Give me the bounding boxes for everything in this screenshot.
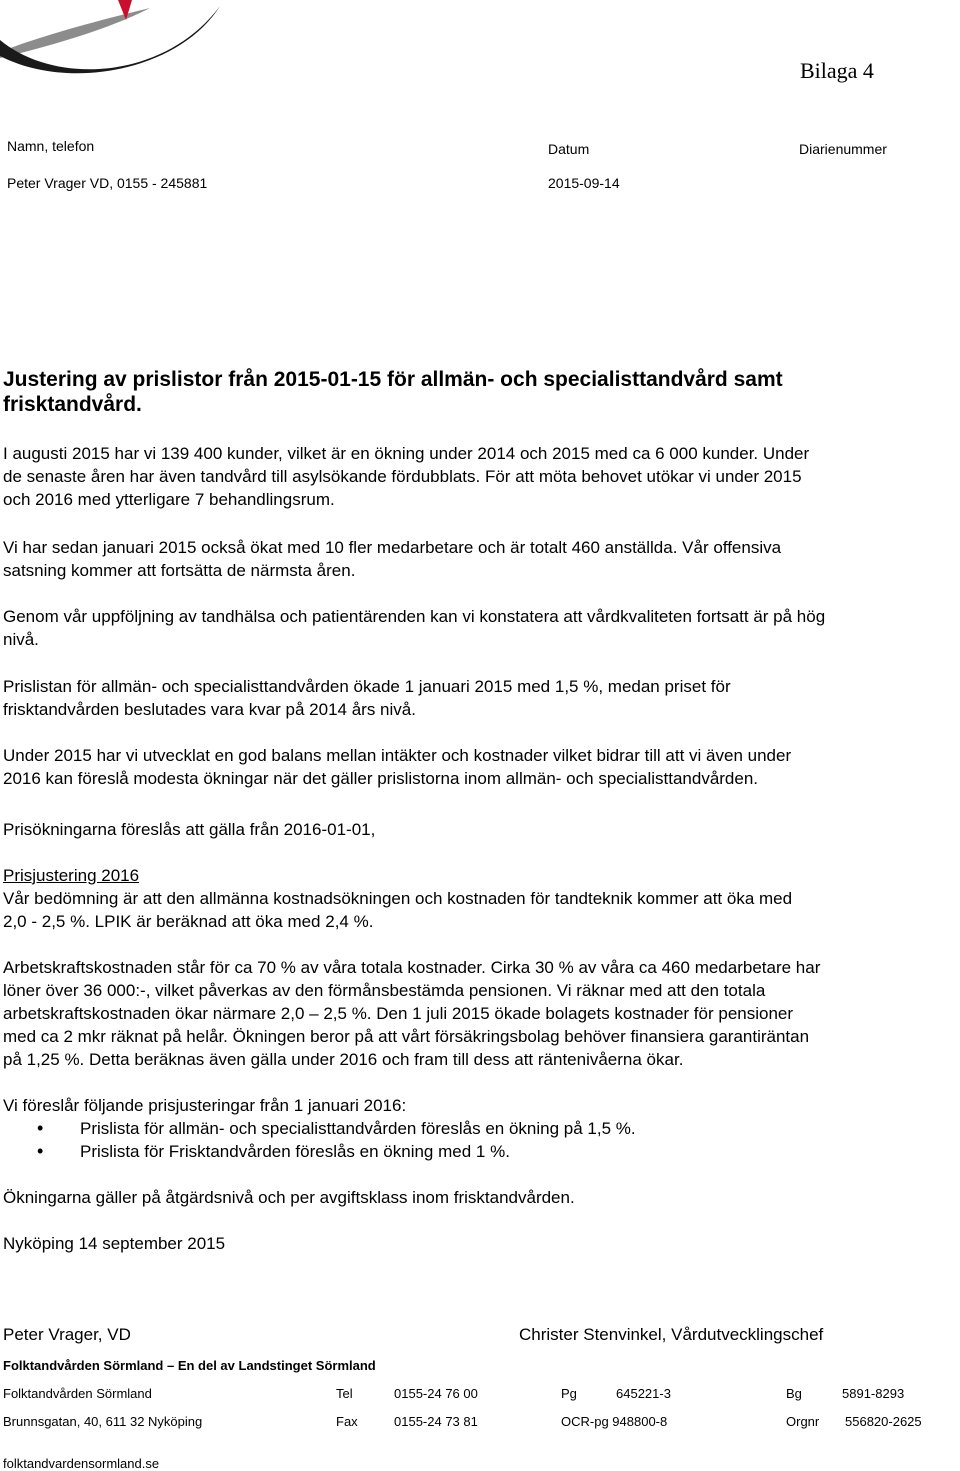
logo-swoosh-black [0, 6, 220, 73]
paragraph-effective-date: Prisökningarna föreslås att gälla från 2016-01-01, [3, 820, 376, 839]
text-line: med ca 2 mkr räknat på helår. Ökningen beror på att vårt försäkringsbolag behöver finansiera garantiräntan [3, 1027, 810, 1046]
text-line: de senaste åren har även tandvård till asylsökande fördubblats. För att möta behovet utökar vi under 2015 [3, 467, 802, 486]
footer-website-link[interactable]: folktandvardensormland.se [3, 1456, 160, 1471]
footer-org-name: Folktandvården Sörmland [3, 1386, 152, 1401]
name-phone-label: Namn, telefon [7, 138, 95, 154]
footer-orgnr-value: 556820-2625 [845, 1414, 922, 1429]
place-date: Nyköping 14 september 2015 [3, 1234, 226, 1253]
paragraph-balance [3, 744, 791, 790]
date-value: 2015-09-14 [548, 175, 620, 191]
logo-swoosh-gray [0, 8, 150, 58]
footer-org-line: Folktandvården Sörmland – En del av Landstinget Sörmland [3, 1358, 376, 1373]
document-title [3, 367, 783, 417]
text-line: Genom vår uppföljning av tandhälsa och patientärenden kan vi konstatera att vårdkvaliteten fortsatt är på hög [3, 607, 826, 626]
footer-ocr: OCR-pg 948800-8 [561, 1414, 668, 1429]
paragraph-labor-costs [3, 956, 820, 1071]
text-line: nivå. [3, 630, 39, 649]
document-title-line: frisktandvård. [3, 393, 142, 416]
signature-left: Peter Vrager, VD [3, 1325, 131, 1344]
document-title-line: Justering av prislistor från 2015-01-15 för allmän- och specialisttandvård samt [3, 368, 783, 391]
footer-pg-label: Pg [561, 1386, 577, 1401]
text-line: I augusti 2015 har vi 139 400 kunder, vilket är en ökning under 2014 och 2015 med ca 6 000 kunder. Under [3, 444, 810, 463]
footer-tel-label: Tel [336, 1386, 353, 1401]
text-line: frisktandvården beslutades vara kvar på 2014 års nivå. [3, 700, 416, 719]
text-line: satsning kommer att fortsätta de närmsta åren. [3, 561, 356, 580]
text-line: och 2016 med ytterligare 7 behandlingsrum. [3, 490, 335, 509]
text-line: Vår bedömning är att den allmänna kostnadsökningen och kostnaden för tandteknik kommer att öka med [3, 889, 793, 908]
paragraph-quality [3, 605, 825, 651]
date-label: Datum [548, 141, 590, 157]
text-line: Vi har sedan januari 2015 också ökat med 10 fler medarbetare och är totalt 460 anställda. Vår offensiva [3, 538, 782, 557]
text-line: Prislistan för allmän- och specialisttandvården ökade 1 januari 2015 med 1,5 %, medan priset för [3, 677, 731, 696]
footer-pg-value: 645221-3 [616, 1386, 671, 1401]
footer-orgnr-label: Orgnr [786, 1414, 820, 1429]
list-item: • Prislista för allmän- och specialisttandvården föreslås en ökning på 1,5 %. [3, 1117, 636, 1140]
section-heading: Prisjustering 2016 [3, 866, 140, 885]
text-line: 2016 kan föreslå modesta ökningar när det gäller prislistorna inom allmän- och specialisttandvården. [3, 769, 759, 788]
footer-bg-label: Bg [786, 1386, 802, 1401]
footer-fax-value: 0155-24 73 81 [394, 1414, 478, 1429]
paragraph-proposal: Vi föreslår följande prisjusteringar från 1 januari 2016: [3, 1096, 407, 1115]
diary-number-label: Diarienummer [799, 141, 887, 157]
footer-tel-value: 0155-24 76 00 [394, 1386, 478, 1401]
text-line: Arbetskraftskostnaden står för ca 70 % av våra totala kostnader. Cirka 30 % av våra ca 460 medarbetare har [3, 958, 821, 977]
proposal-list [3, 1117, 636, 1163]
text-line: Under 2015 har vi utvecklat en god balans mellan intäkter och kostnader vilket bidrar till att vi även under [3, 746, 792, 765]
footer-bg-value: 5891-8293 [842, 1386, 905, 1401]
paragraph-pricelist-2015 [3, 675, 731, 721]
paragraph-staff [3, 536, 781, 582]
footer-fax-label: Fax [336, 1414, 358, 1429]
text-line: löner över 36 000:-, vilket påverkas av den förmånsbestämda pensionen. Vi räknar med att den totala [3, 981, 766, 1000]
signature-right: Christer Stenvinkel, Vårdutvecklingschef [519, 1325, 824, 1344]
text-line: arbetskraftskostnaden ökar närmare 2,0 – 2,5 %. Den 1 juli 2015 ökade bolagets kostnader för pensioner [3, 1004, 794, 1023]
name-phone-value: Peter Vrager VD, 0155 - 245881 [7, 175, 208, 191]
text-line: 2,0 - 2,5 %. LPIK är beräknad att öka med 2,4 %. [3, 912, 374, 931]
text-line: på 1,25 %. Detta beräknas även gälla under 2016 och fram till dess att räntenivåerna ökar. [3, 1050, 684, 1069]
paragraph-customers [3, 442, 809, 511]
footer-address: Brunnsgatan, 40, 611 32 Nyköping [3, 1414, 203, 1429]
list-item: • Prislista för Frisktandvården föreslås en ökning med 1 %. [3, 1140, 636, 1163]
paragraph-scope: Ökningarna gäller på åtgärdsnivå och per avgiftsklass inom frisktandvården. [3, 1188, 575, 1207]
section-price-adjustment [3, 864, 792, 933]
logo-swoosh [0, 0, 260, 82]
attachment-label: Bilaga 4 [800, 58, 874, 83]
